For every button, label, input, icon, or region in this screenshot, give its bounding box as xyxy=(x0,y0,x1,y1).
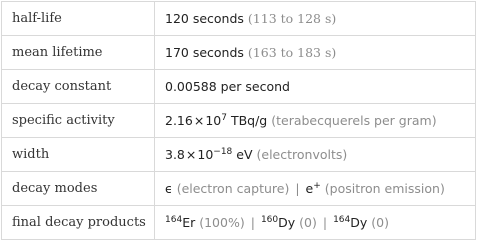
row-value xyxy=(155,206,476,240)
table-row-decay-constant xyxy=(2,70,476,104)
mean-lifetime-range: (163 to 183 s) xyxy=(247,45,337,60)
properties-table xyxy=(1,1,476,240)
width-unit: eV xyxy=(236,147,253,162)
separator: | xyxy=(322,215,328,230)
mean-lifetime-value: 170 seconds xyxy=(165,45,244,60)
times-sign: × xyxy=(185,147,197,162)
product-mass-number: 164 xyxy=(165,214,183,225)
separator: | xyxy=(295,181,300,196)
product-share: (100%) xyxy=(199,215,245,230)
specific-activity-mantissa: 2.16 xyxy=(165,113,193,128)
separator: | xyxy=(250,215,255,230)
row-value xyxy=(155,138,476,172)
row-value xyxy=(155,70,476,104)
product-element: Dy xyxy=(278,215,296,230)
row-label: specific activity xyxy=(2,104,155,138)
positron-emission-label: (positron emission) xyxy=(324,181,445,196)
row-label: final decay products xyxy=(2,206,155,240)
product-element: Dy xyxy=(350,215,368,230)
table-row-width xyxy=(2,138,476,172)
table-row-mean-lifetime xyxy=(2,36,476,70)
width-base: 10 xyxy=(197,147,214,162)
electron-capture-symbol: ϵ xyxy=(165,181,173,196)
times-sign: × xyxy=(193,113,205,128)
product-mass-number: 160 xyxy=(260,214,279,225)
specific-activity-unit-name: (terabecquerels per gram) xyxy=(271,113,437,128)
table-row-half-life xyxy=(2,2,476,36)
row-value xyxy=(155,36,476,70)
table-row-decay-modes xyxy=(2,172,476,206)
row-value xyxy=(155,172,476,206)
width-unit-name: (electronvolts) xyxy=(256,147,348,162)
row-value xyxy=(155,104,476,138)
positron-symbol: e xyxy=(305,181,314,196)
width-exponent: −18 xyxy=(213,146,233,157)
positron-charge: + xyxy=(313,180,321,191)
table-row-specific-activity xyxy=(2,104,476,138)
row-label: decay constant xyxy=(2,70,155,104)
electron-capture-label: (electron capture) xyxy=(176,181,290,196)
row-label: width xyxy=(2,138,155,172)
specific-activity-base: 10 xyxy=(205,113,222,128)
specific-activity-unit: TBq/g xyxy=(230,113,268,128)
product-mass-number: 164 xyxy=(333,214,351,225)
product-element: Er xyxy=(182,215,196,230)
row-label: half-life xyxy=(2,2,155,36)
width-mantissa: 3.8 xyxy=(165,147,185,162)
half-life-value: 120 seconds xyxy=(165,11,244,26)
table-row-final-decay-products xyxy=(2,206,476,240)
product-share: (0) xyxy=(299,215,317,230)
row-label: decay modes xyxy=(2,172,155,206)
row-label: mean lifetime xyxy=(2,36,155,70)
decay-constant-value: 0.00588 per second xyxy=(165,79,290,94)
specific-activity-exponent: 7 xyxy=(221,112,227,123)
product-share: (0) xyxy=(371,215,389,230)
row-value xyxy=(155,2,476,36)
half-life-range: (113 to 128 s) xyxy=(247,11,337,26)
